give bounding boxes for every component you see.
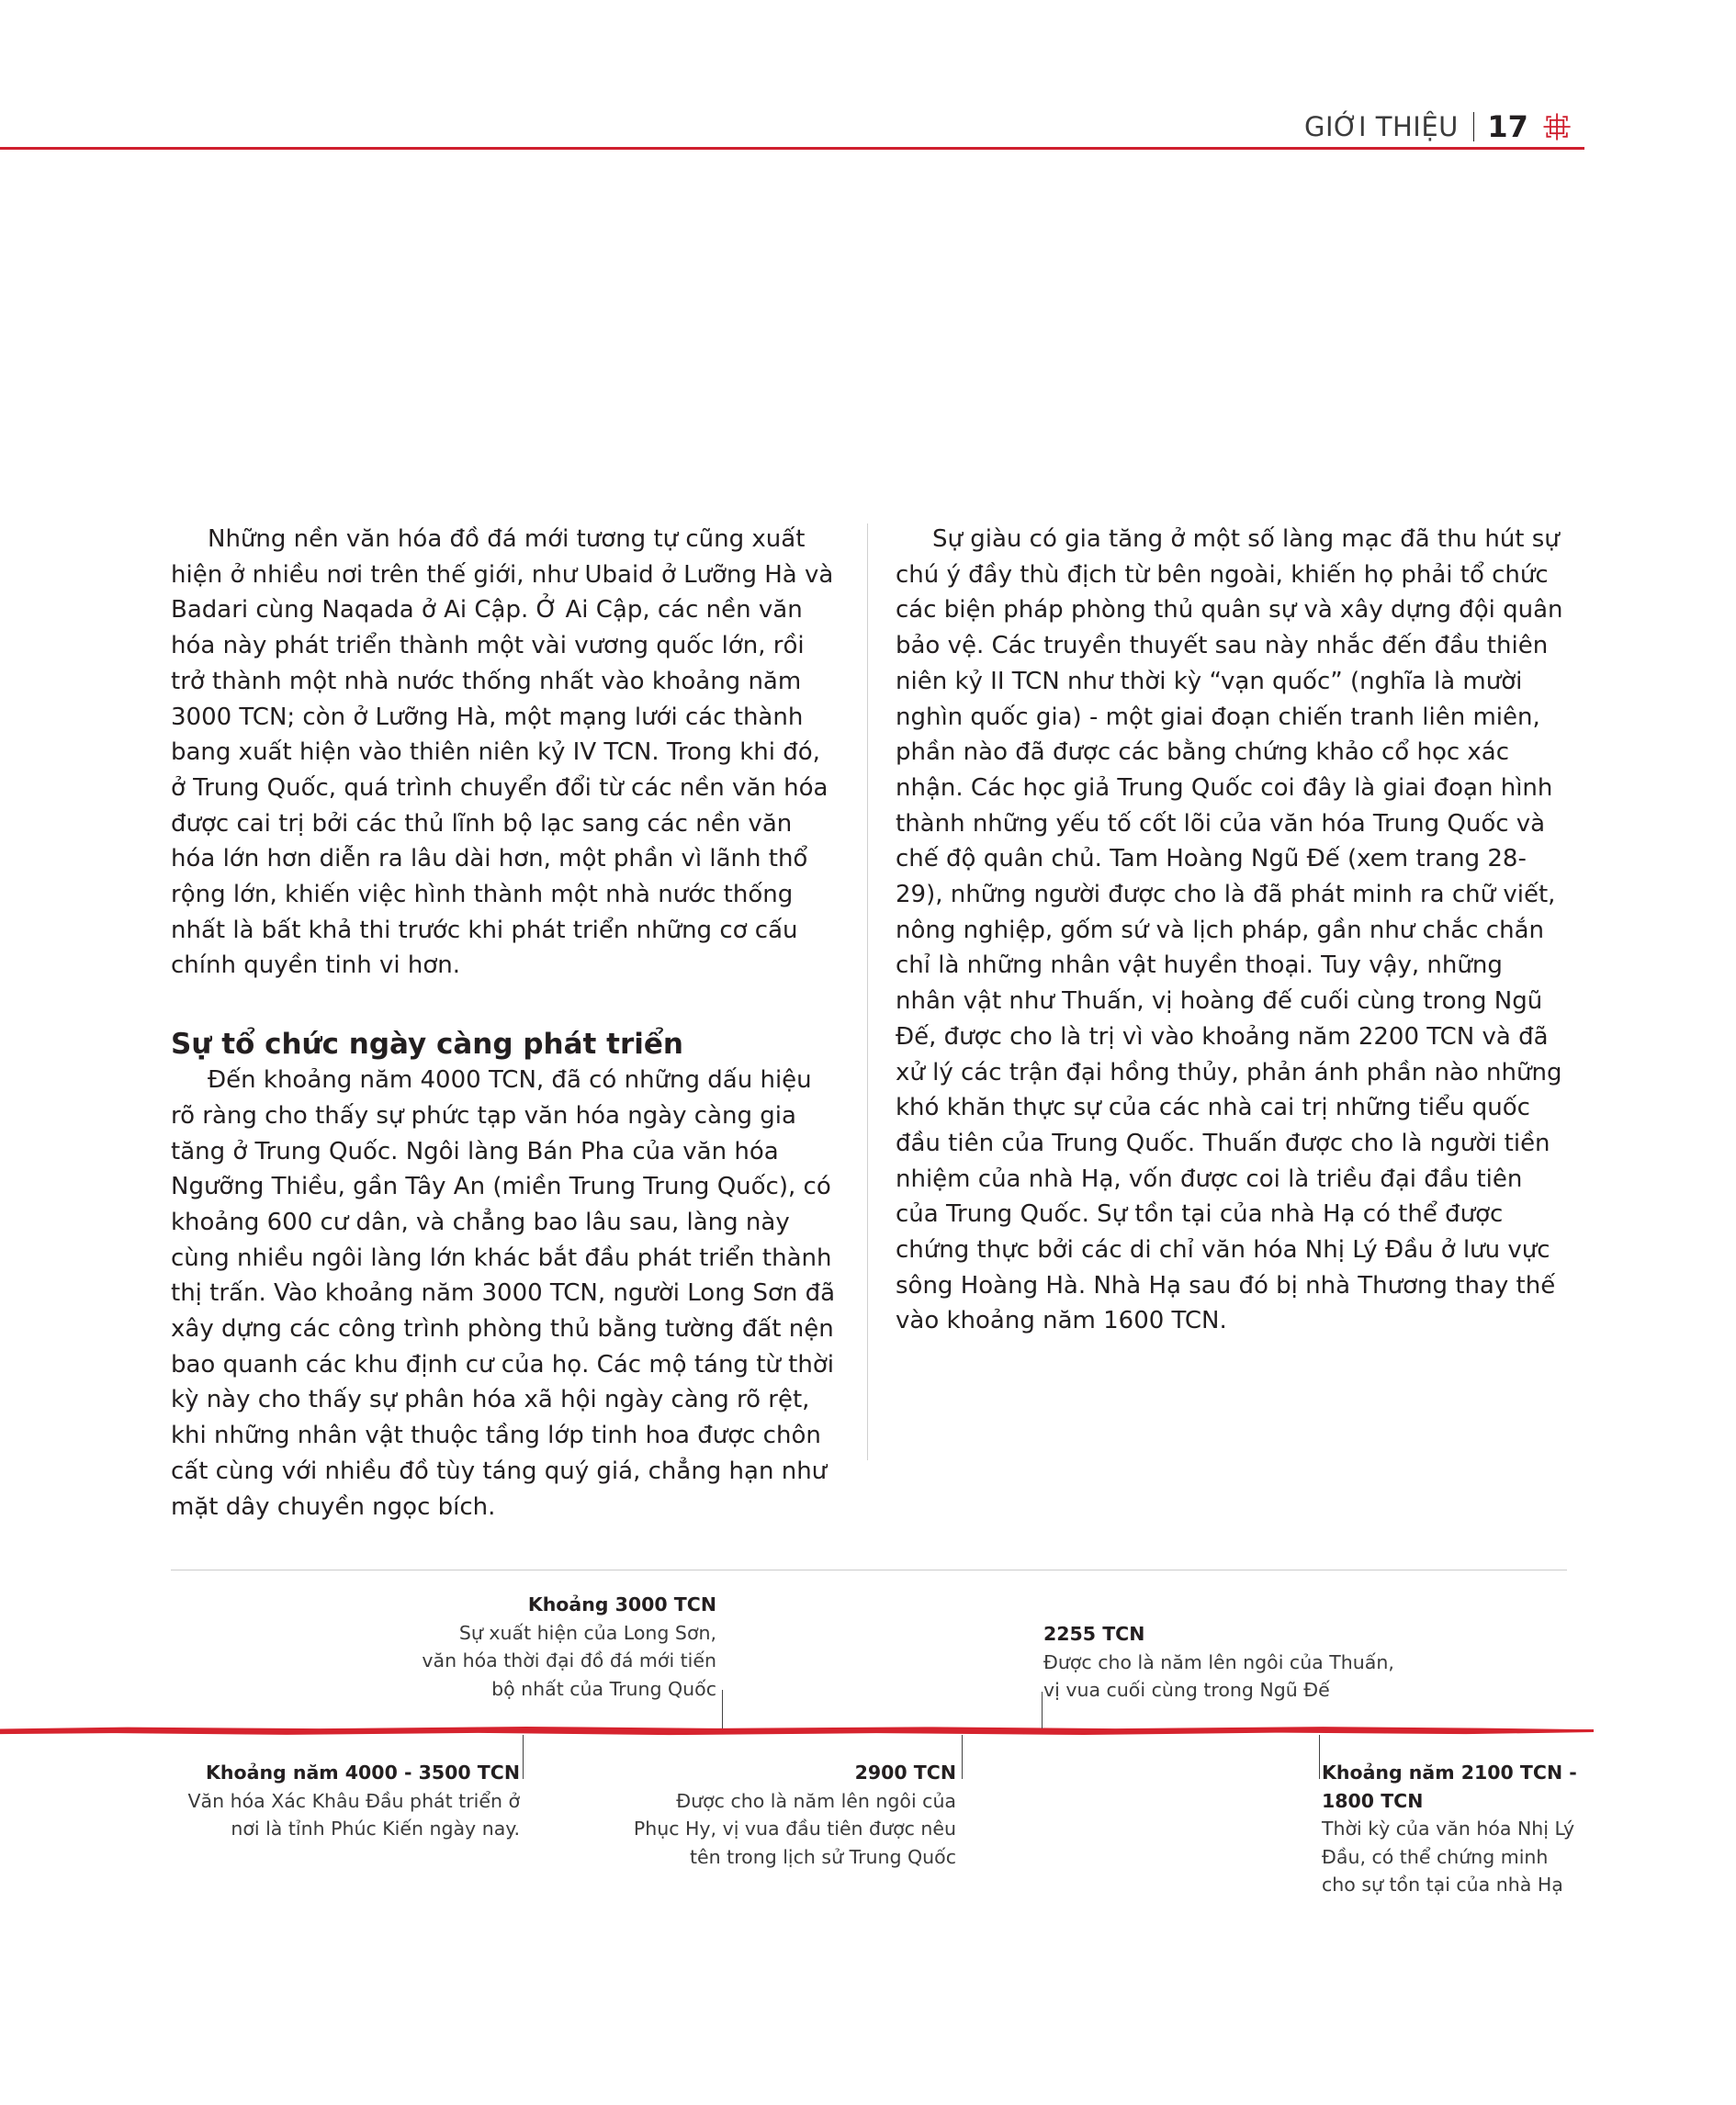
timeline-tick [722, 1690, 723, 1728]
timeline-event-text: Thời kỳ của văn hóa Nhị Lý Đầu, có thể chứng minh cho sự tồn tại của nhà Hạ [1322, 1818, 1575, 1896]
running-head [1304, 108, 1571, 145]
timeline-tick [962, 1735, 963, 1779]
timeline-tick [523, 1735, 524, 1779]
column-divider [867, 523, 868, 1460]
timeline-event-date: 2900 TCN [854, 1762, 956, 1784]
timeline-event [1043, 1620, 1394, 1705]
timeline-tick [1042, 1692, 1043, 1728]
timeline-event-text: Sự xuất hiện của Long Sơn, văn hóa thời đại đồ đá mới tiến bộ nhất của Trung Quốc [422, 1621, 716, 1700]
body-paragraph: Những nền văn hóa đồ đá mới tương tự cũng xuất hiện ở nhiều nơi trên thế giới, như Ubaid ở Lưỡng Hà và Badari cùng Naqada ở Ai Cập. Ở Ai Cập, các nền văn hóa này phát triển thành một vài vương quốc lớn, rồi trở thành một nhà nước thống nhất vào khoảng năm 3000 TCN; còn ở Lưỡng Hà, một mạng lưới các thành bang xuất hiện vào thiên niên kỷ IV TCN. Trong khi đó, ở Trung Quốc, quá trình chuyển đổi từ các nền văn hóa được cai trị bởi các thủ lĩnh bộ lạc sang các nền văn hóa lớn hơn diễn ra lâu dài hơn, một phần vì lãnh thổ rộng lớn, khiến việc hình thành một nhà nước thống nhất là bất khả thi trước khi phát triển những cơ cấu chính quyền tinh vi hơn. [171, 525, 834, 980]
header-rule [0, 147, 1584, 150]
timeline-event [1322, 1759, 1577, 1899]
body-paragraph: Đến khoảng năm 4000 TCN, đã có những dấu hiệu rõ ràng cho thấy sự phức tạp văn hóa ngày càng gia tăng ở Trung Quốc. Ngôi làng Bán Pha của văn hóa Ngưỡng Thiều, gần Tây An (miền Trung Trung Quốc), có khoảng 600 cư dân, và chẳng bao lâu sau, làng này cùng nhiều ngôi làng lớn khác bắt đầu phát triển thành thị trấn. Vào khoảng năm 3000 TCN, người Long Sơn đã xây dựng các công trình phòng thủ bằng tường đất nện bao quanh các khu định cư của họ. Các mộ táng từ thời kỳ này cho thấy sự phân hóa xã hội ngày càng rõ rệt, khi những nhân vật thuộc tầng lớp tinh hoa được chôn cất cùng với nhiều đồ tùy táng quý giá, chẳng hạn như mặt dây chuyền ngọc bích. [171, 1066, 836, 1521]
right-column [896, 522, 1566, 1339]
section-label: GIỚI THIỆU [1304, 111, 1459, 142]
timeline-event-date: Khoảng năm 4000 - 3500 TCN [206, 1762, 520, 1784]
timeline-tick [1319, 1735, 1320, 1779]
timeline-event-date: Khoảng 3000 TCN [527, 1593, 716, 1615]
timeline-event [187, 1759, 520, 1843]
chinese-knot-icon [1543, 107, 1571, 146]
timeline-event [634, 1759, 956, 1871]
page-number: 17 [1487, 109, 1528, 144]
timeline-event-text: Được cho là năm lên ngôi của Thuấn, vị vua cuối cùng trong Ngũ Đế [1043, 1650, 1394, 1701]
timeline-event-date: Khoảng năm 2100 TCN - 1800 TCN [1322, 1762, 1577, 1812]
body-paragraph: Sự giàu có gia tăng ở một số làng mạc đã thu hút sự chú ý đầy thù địch từ bên ngoài, khiến họ phải tổ chức các biện pháp phòng thủ quân sự và xây dựng đội quân bảo vệ. Các truyền thuyết sau này nhắc đến đầu thiên niên kỷ II TCN như thời kỳ “vạn quốc” (nghĩa là mười nghìn quốc gia) - một giai đoạn chiến tranh liên miên, phần nào đã được các bằng chứng khảo cổ học xác nhận. Các học giả Trung Quốc coi đây là giai đoạn hình thành những yếu tố cốt lõi của văn hóa Trung Quốc và chế độ quân chủ. Tam Hoàng Ngũ Đế (xem trang 28-29), những người được cho là đã phát minh ra chữ viết, nông nghiệp, gốm sứ và lịch pháp, gần như chắc chắn chỉ là những nhân vật huyền thoại. Tuy vậy, những nhân vật như Thuấn, vị hoàng đế cuối cùng trong Ngũ Đế, được cho là trị vì vào khoảng năm 2200 TCN và đã xử lý các trận đại hồng thủy, phản ánh phần nào những khó khăn thực sự của các nhà cai trị những tiểu quốc đầu tiên của Trung Quốc. Thuấn được cho là người tiền nhiệm của nhà Hạ, vốn được coi là triều đại đầu tiên của Trung Quốc. Sự tồn tại của nhà Hạ có thể được chứng thực bởi các di chỉ văn hóa Nhị Lý Đầu ở lưu vực sông Hoàng Hà. Nhà Hạ sau đó bị nhà Thương thay thế vào khoảng năm 1600 TCN. [896, 525, 1563, 1335]
timeline-event [422, 1591, 716, 1703]
timeline-event-text: Văn hóa Xác Khâu Đầu phát triển ở nơi là tỉnh Phúc Kiến ngày nay. [187, 1789, 520, 1840]
left-column [171, 522, 841, 1525]
timeline-event-date: 2255 TCN [1043, 1623, 1145, 1645]
timeline-band-core [0, 1729, 1594, 1732]
timeline-event-text: Được cho là năm lên ngôi của Phục Hy, vị vua đầu tiên được nêu tên trong lịch sử Trung Quốc [633, 1789, 956, 1868]
header-separator [1473, 112, 1474, 141]
section-subheading: Sự tổ chức ngày càng phát triển [171, 1028, 683, 1062]
